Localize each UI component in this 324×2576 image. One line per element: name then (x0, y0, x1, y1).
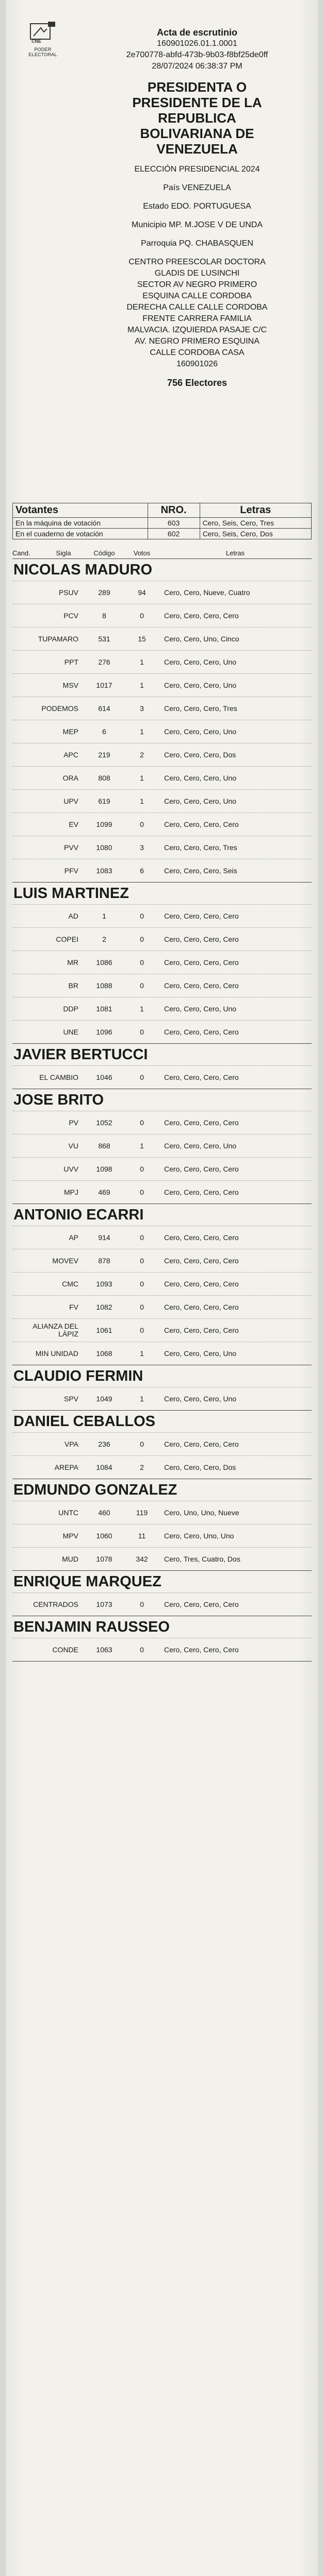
party-letras: Cero, Cero, Cero, Tres (164, 843, 237, 852)
results-column-header (12, 547, 312, 559)
voters-letters: Cero, Seis, Cero, Dos (200, 529, 311, 539)
candidate-block (12, 1089, 312, 1204)
party-letras: Cero, Cero, Cero, Uno (164, 1395, 237, 1403)
party-letras: Cero, Cero, Cero, Uno (164, 1142, 237, 1150)
party-codigo: 1086 (96, 958, 112, 967)
party-sigla: PSUV (58, 588, 78, 597)
party-row (12, 627, 312, 650)
party-codigo: 460 (98, 1509, 110, 1517)
party-letras: Cero, Cero, Cero, Cero (164, 935, 239, 943)
party-votos: 0 (140, 1165, 144, 1173)
candidate-name: JAVIER BERTUCCI (13, 1046, 148, 1063)
party-letras: Cero, Cero, Cero, Seis (164, 867, 237, 875)
party-row (12, 1455, 312, 1479)
candidate-block (12, 1411, 312, 1479)
party-codigo: 1078 (96, 1555, 112, 1563)
party-row (12, 951, 312, 974)
party-votos: 11 (138, 1532, 146, 1540)
party-sigla: PCV (63, 611, 78, 620)
party-codigo: 1060 (96, 1532, 112, 1540)
candidate-block (12, 1571, 312, 1616)
party-sigla: UVV (63, 1164, 78, 1173)
party-letras: Cero, Uno, Uno, Nueve (164, 1509, 239, 1517)
col-codigo: Código (93, 549, 115, 557)
party-row (12, 1432, 312, 1455)
center-line: GLADIS DE LUSINCHI (154, 269, 240, 278)
party-sigla: APC (63, 750, 78, 759)
party-letras: Cero, Cero, Cero, Cero (164, 1440, 239, 1448)
party-votos: 2 (140, 751, 144, 759)
party-sigla: COPEI (56, 935, 78, 943)
main-title-line: PRESIDENTE DE LA (132, 95, 262, 110)
party-row (12, 697, 312, 720)
acta-title: Acta de escrutinio (156, 27, 238, 38)
party-votos: 0 (140, 1303, 144, 1311)
party-sigla: CONDE (52, 1645, 78, 1654)
col-votos: Votos (133, 549, 151, 557)
party-sigla: AP (69, 1233, 78, 1242)
candidate-block (12, 559, 312, 883)
party-sigla: BR (68, 981, 78, 990)
party-sigla: MPV (62, 1531, 78, 1540)
center-line: CENTRO PREESCOLAR DOCTORA (128, 258, 266, 266)
party-row (12, 812, 312, 836)
voters-letters: Cero, Seis, Cero, Tres (200, 518, 311, 529)
municipality: Municipio MP. M.JOSE V DE UNDA (132, 221, 263, 229)
party-sigla: CMC (62, 1279, 78, 1288)
party-codigo: 289 (98, 588, 110, 597)
party-votos: 119 (136, 1509, 148, 1517)
party-letras: Cero, Cero, Uno, Uno (164, 1532, 234, 1540)
party-votos: 2 (140, 1463, 144, 1471)
voters-row (13, 529, 312, 539)
party-votos: 342 (136, 1555, 148, 1563)
party-row (12, 1342, 312, 1365)
party-codigo: 6 (102, 727, 106, 736)
party-codigo: 219 (98, 751, 110, 759)
party-codigo: 8 (102, 612, 106, 620)
party-letras: Cero, Cero, Cero, Uno (164, 797, 237, 805)
center-line: AV. NEGRO PRIMERO ESQUINA (135, 337, 260, 346)
voters-row (13, 518, 312, 529)
party-codigo: 1046 (96, 1073, 112, 1081)
party-sigla: VPA (64, 1439, 78, 1448)
candidate-name: BENJAMIN RAUSSEO (13, 1619, 170, 1635)
voters-header: NRO. (148, 503, 200, 518)
acta-hash: 2e700778-abfd-473b-9b03-f8bf25de0ff (126, 50, 268, 59)
party-votos: 3 (140, 843, 144, 852)
candidate-name: ANTONIO ECARRI (13, 1207, 144, 1223)
party-votos: 15 (138, 635, 146, 643)
party-row (12, 766, 312, 789)
party-codigo: 1082 (96, 1303, 112, 1311)
party-letras: Cero, Cero, Cero, Cero (164, 912, 239, 920)
party-codigo: 469 (98, 1188, 110, 1196)
party-letras: Cero, Cero, Cero, Cero (164, 1303, 239, 1311)
party-votos: 1 (140, 797, 144, 805)
party-votos: 0 (140, 912, 144, 920)
party-codigo: 531 (98, 635, 110, 643)
col-letras: Letras (225, 549, 245, 557)
party-letras: Cero, Tres, Cuatro, Dos (164, 1555, 240, 1563)
party-letras: Cero, Cero, Cero, Cero (164, 1188, 239, 1196)
main-title-line: VENEZUELA (156, 141, 238, 157)
party-row (12, 927, 312, 951)
party-letras: Cero, Cero, Cero, Cero (164, 612, 239, 620)
party-row (12, 904, 312, 927)
center-line: MALVACIA. IZQUIERDA PASAJE C/C (127, 326, 267, 334)
party-votos: 1 (140, 681, 144, 689)
party-votos: 0 (140, 1646, 144, 1654)
party-row (12, 1387, 312, 1410)
party-votos: 0 (140, 1326, 144, 1334)
party-sigla: MIN UNIDAD (35, 1349, 78, 1358)
voters-table (12, 503, 312, 539)
party-votos: 0 (140, 981, 144, 990)
candidate-name: NICOLAS MADURO (13, 562, 153, 578)
party-letras: Cero, Cero, Cero, Uno (164, 1005, 237, 1013)
party-letras: Cero, Cero, Cero, Dos (164, 1463, 236, 1471)
party-letras: Cero, Cero, Cero, Cero (164, 1233, 239, 1242)
party-sigla: MOVEV (52, 1256, 78, 1265)
party-sigla: AREPA (54, 1463, 78, 1471)
col-cand: Cand. (12, 549, 30, 557)
party-row (12, 1226, 312, 1249)
party-codigo: 1 (102, 912, 106, 920)
party-sigla: MPJ (64, 1188, 78, 1196)
main-title-line: PRESIDENTA O (147, 79, 247, 95)
party-row (12, 997, 312, 1020)
party-letras: Cero, Cero, Cero, Cero (164, 1118, 239, 1127)
party-codigo: 1096 (96, 1028, 112, 1036)
party-votos: 3 (140, 704, 144, 713)
center-line: FRENTE CARRERA FAMILIA (142, 314, 252, 323)
party-letras: Cero, Cero, Cero, Cero (164, 1257, 239, 1265)
party-votos: 0 (140, 612, 144, 620)
party-row (12, 1318, 312, 1342)
party-letras: Cero, Cero, Uno, Cinco (164, 635, 239, 643)
candidate-name: EDMUNDO GONZALEZ (13, 1482, 177, 1498)
party-sigla: MUD (62, 1554, 78, 1563)
party-codigo: 868 (98, 1142, 110, 1150)
party-row (12, 720, 312, 743)
party-codigo: 1093 (96, 1280, 112, 1288)
party-votos: 94 (138, 588, 146, 597)
party-votos: 0 (140, 820, 144, 828)
candidate-block (12, 1044, 312, 1089)
electors-count: 756 Electores (167, 378, 228, 388)
party-row (12, 743, 312, 766)
party-votos: 1 (140, 1395, 144, 1403)
party-codigo: 1052 (96, 1118, 112, 1127)
party-sigla: PFV (64, 866, 78, 875)
party-votos: 1 (140, 774, 144, 782)
candidate-name: JOSE BRITO (13, 1092, 104, 1108)
party-votos: 1 (140, 658, 144, 666)
party-votos: 0 (140, 1280, 144, 1288)
party-codigo: 1068 (96, 1349, 112, 1358)
voters-header: Letras (200, 503, 311, 518)
party-row (12, 650, 312, 673)
party-sigla: PPT (64, 657, 78, 666)
party-sigla: VU (68, 1141, 78, 1150)
party-letras: Cero, Cero, Cero, Dos (164, 751, 236, 759)
party-codigo: 276 (98, 658, 110, 666)
party-votos: 0 (140, 1440, 144, 1448)
logo-brand-text: CNE (31, 39, 42, 43)
party-letras: Cero, Cero, Cero, Cero (164, 1028, 239, 1036)
party-codigo: 878 (98, 1257, 110, 1265)
party-letras: Cero, Cero, Cero, Cero (164, 958, 239, 967)
main-title-line: BOLIVARIANA DE (140, 126, 254, 141)
party-sigla: CENTRADOS (33, 1600, 78, 1608)
party-votos: 1 (140, 1142, 144, 1150)
party-letras: Cero, Cero, Cero, Uno (164, 1349, 237, 1358)
party-codigo: 808 (98, 774, 110, 782)
party-sigla: ALIANZA DEL LÁPIZ (33, 1322, 78, 1338)
candidate-name: LUIS MARTINEZ (13, 885, 129, 902)
party-votos: 1 (140, 727, 144, 736)
party-letras: Cero, Cero, Cero, Uno (164, 658, 237, 666)
party-codigo: 1081 (96, 1005, 112, 1013)
party-letras: Cero, Cero, Cero, Cero (164, 981, 239, 990)
center-code: 160901026 (176, 360, 218, 368)
candidate-block (12, 1365, 312, 1411)
party-row (12, 1065, 312, 1089)
party-row (12, 1638, 312, 1661)
center-line: CALLE CORDOBA CASA (150, 348, 245, 357)
party-letras: Cero, Cero, Cero, Cero (164, 1165, 239, 1173)
party-sigla: DDP (63, 1004, 78, 1013)
party-letras: Cero, Cero, Cero, Cero (164, 1280, 239, 1288)
party-row (12, 1524, 312, 1547)
party-votos: 0 (140, 1257, 144, 1265)
party-sigla: UNE (63, 1027, 78, 1036)
main-title-line: REPUBLICA (158, 110, 236, 126)
party-row (12, 1111, 312, 1134)
party-codigo: 236 (98, 1440, 110, 1448)
party-votos: 0 (140, 935, 144, 943)
party-row (12, 789, 312, 812)
party-votos: 0 (140, 1073, 144, 1081)
party-codigo: 2 (102, 935, 106, 943)
party-sigla: EL CAMBIO (39, 1073, 78, 1081)
party-letras: Cero, Cero, Cero, Cero (164, 1646, 239, 1654)
party-row (12, 1020, 312, 1043)
country: País VENEZUELA (163, 183, 231, 192)
party-letras: Cero, Cero, Cero, Tres (164, 704, 237, 713)
party-letras: Cero, Cero, Cero, Cero (164, 1326, 239, 1334)
voters-header: Votantes (13, 503, 148, 518)
candidate-list (12, 559, 312, 1662)
party-row (12, 1592, 312, 1616)
cne-logo-icon (28, 21, 57, 43)
state: Estado EDO. PORTUGUESA (143, 202, 251, 211)
party-codigo: 1083 (96, 867, 112, 875)
party-codigo: 1017 (96, 681, 112, 689)
party-votos: 0 (140, 1600, 144, 1608)
voters-num: 602 (148, 529, 200, 539)
party-codigo: 614 (98, 704, 110, 713)
candidate-block (12, 883, 312, 1044)
party-row (12, 673, 312, 697)
acta-header (84, 27, 311, 388)
party-votos: 0 (140, 1118, 144, 1127)
party-row (12, 1157, 312, 1180)
party-votos: 1 (140, 1005, 144, 1013)
party-row (12, 859, 312, 882)
party-codigo: 1063 (96, 1646, 112, 1654)
party-sigla: EV (69, 820, 78, 828)
party-codigo: 1073 (96, 1600, 112, 1608)
acta-datetime: 28/07/2024 06:38:37 PM (152, 62, 242, 71)
party-row (12, 581, 312, 604)
party-row (12, 836, 312, 859)
voters-num: 603 (148, 518, 200, 529)
party-codigo: 1088 (96, 981, 112, 990)
candidate-name: ENRIQUE MARQUEZ (13, 1573, 161, 1590)
candidate-name: CLAUDIO FERMIN (13, 1368, 143, 1384)
party-votos: 0 (140, 1233, 144, 1242)
party-sigla: PVV (63, 843, 78, 852)
results-section (12, 547, 312, 1662)
acta-receipt (6, 0, 318, 2576)
voters-label: En la máquina de votación (13, 518, 148, 529)
party-row (12, 1295, 312, 1318)
cne-logo (20, 21, 66, 57)
party-letras: Cero, Cero, Nueve, Cuatro (164, 588, 250, 597)
party-sigla: MEP (62, 727, 78, 736)
party-sigla: TUPAMARO (38, 634, 78, 643)
party-codigo: 1084 (96, 1463, 112, 1471)
party-letras: Cero, Cero, Cero, Cero (164, 820, 239, 828)
party-letras: Cero, Cero, Cero, Uno (164, 727, 237, 736)
party-letras: Cero, Cero, Cero, Cero (164, 1600, 239, 1608)
party-codigo: 1099 (96, 820, 112, 828)
candidate-block (12, 1479, 312, 1571)
party-votos: 0 (140, 958, 144, 967)
party-row (12, 1180, 312, 1204)
party-letras: Cero, Cero, Cero, Uno (164, 774, 237, 782)
party-codigo: 1049 (96, 1395, 112, 1403)
party-codigo: 1080 (96, 843, 112, 852)
parish: Parroquia PQ. CHABASQUEN (141, 239, 253, 248)
voters-label: En el cuaderno de votación (13, 529, 148, 539)
logo-subtitle: PODER ELECTORAL (28, 47, 57, 57)
party-sigla: MSV (62, 681, 78, 689)
party-sigla: PV (69, 1118, 78, 1127)
party-codigo: 1098 (96, 1165, 112, 1173)
center-line: ESQUINA CALLE CORDOBA (142, 292, 252, 300)
acta-serial: 160901026.01.1.0001 (157, 39, 237, 48)
party-sigla: FV (69, 1302, 78, 1311)
candidate-name: DANIEL CEBALLOS (13, 1413, 155, 1430)
party-row (12, 1272, 312, 1295)
party-sigla: UPV (63, 796, 78, 805)
party-votos: 6 (140, 867, 144, 875)
party-codigo: 914 (98, 1233, 110, 1242)
party-sigla: UNTC (58, 1508, 78, 1517)
party-sigla: AD (68, 911, 78, 920)
party-sigla: SPV (63, 1394, 78, 1403)
party-votos: 0 (140, 1188, 144, 1196)
election-name: ELECCIÓN PRESIDENCIAL 2024 (134, 165, 260, 174)
candidate-block (12, 1616, 312, 1662)
center-line: SECTOR AV NEGRO PRIMERO (137, 280, 257, 289)
candidate-block (12, 1204, 312, 1365)
center-line: DERECHA CALLE CALLE CORDOBA (126, 303, 268, 312)
party-letras: Cero, Cero, Cero, Uno (164, 681, 237, 689)
party-row (12, 1501, 312, 1524)
party-votos: 1 (140, 1349, 144, 1358)
party-codigo: 619 (98, 797, 110, 805)
party-sigla: MR (67, 958, 78, 967)
party-row (12, 604, 312, 627)
party-row (12, 1547, 312, 1570)
party-letras: Cero, Cero, Cero, Cero (164, 1073, 239, 1081)
party-sigla: PODEMOS (41, 704, 78, 713)
col-sigla: Sigla (56, 549, 71, 557)
party-row (12, 974, 312, 997)
party-row (12, 1249, 312, 1272)
party-sigla: ORA (62, 773, 78, 782)
party-votos: 0 (140, 1028, 144, 1036)
party-row (12, 1134, 312, 1157)
party-codigo: 1061 (96, 1326, 112, 1334)
